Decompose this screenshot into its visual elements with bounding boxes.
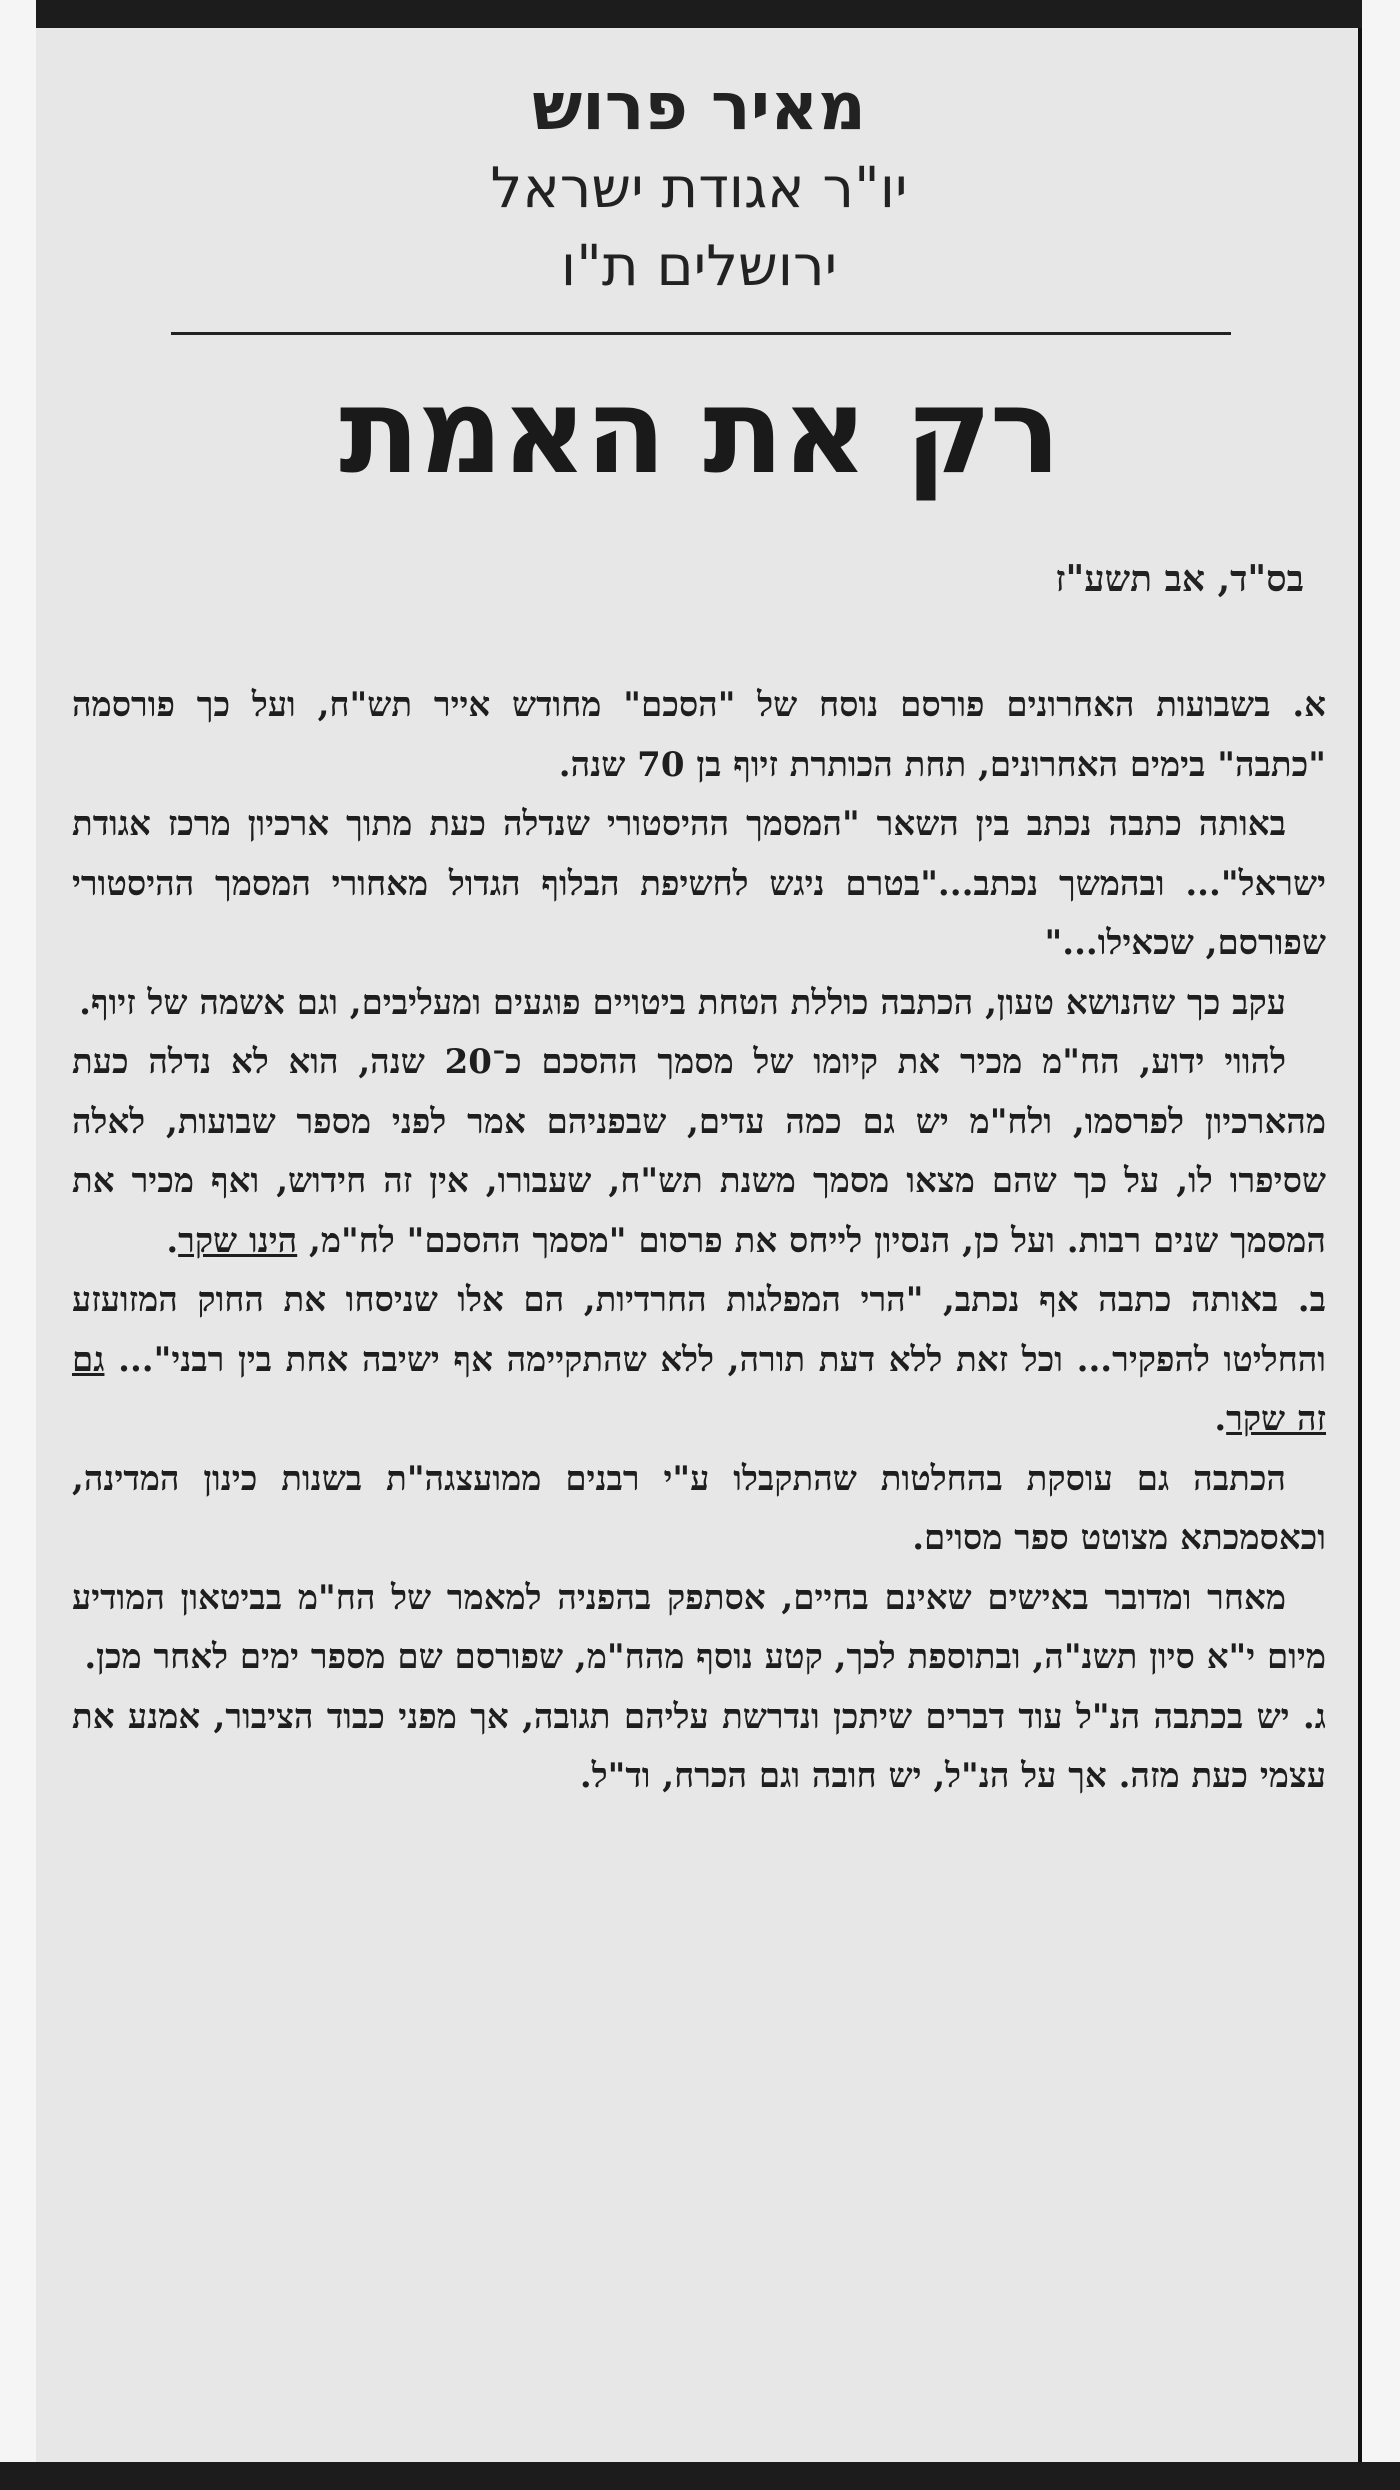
paragraph-tail: .	[1214, 1399, 1227, 1439]
paragraph-text: באותה כתבה נכתב בין השאר "המסמך ההיסטורי שנדלה כעת מתוך ארכיון מרכז אגודת ישראל"... ובהמשך נכתב..."בטרם ניגש לחשיפת הבלוף הגדול מאחורי המסמך ההיסטורי שפורסם, שכאילו..."	[72, 804, 1326, 963]
top-border	[0, 0, 1400, 28]
author-city: ירושלים ת"ו	[560, 234, 838, 299]
paragraph	[72, 1569, 1326, 1688]
paragraph	[72, 1271, 1326, 1450]
author-role: יו"ר אגודת ישראל	[490, 156, 908, 221]
author-name: מאיר פרוש	[532, 68, 866, 145]
paragraph-text: הכתבה גם עוסקת בהחלטות שהתקבלו ע"י רבנים ממועצגה"ת בשנות כינון המדינה, וכאסמכתא מצוטט ספר מסוים.	[72, 1458, 1326, 1558]
paragraph	[72, 1450, 1326, 1569]
paragraph	[72, 974, 1326, 1034]
paragraph	[72, 1688, 1326, 1807]
headline: רק את האמת	[339, 362, 1059, 500]
article-body	[72, 676, 1326, 1807]
ad-card	[36, 28, 1362, 2462]
paragraph-text: להווי ידוע, הח"מ מכיר את קיומו של מסמך ההסכם כ־20 שנה, הוא לא נדלה כעת מהארכיון לפרסמו, ולח"מ יש גם כמה עדים, שבפניהם אמר לפני מספר שבועות, לאלה שסיפרו לו, על כך שהם מצאו מסמך משנת תש"ח, שעבורו, אין זה חידוש, ואף מכיר את המסמך שנים רבות. ועל כן, הנסיון לייחס את פרסום "מסמך ההסכם" לח"מ,	[72, 1042, 1326, 1261]
paragraph	[72, 1033, 1326, 1271]
paragraph-text: מאחר ומדובר באישים שאינם בחיים, אסתפק בהפניה למאמר של הח"מ בביטאון המודיע מיום י"א סיון תשנ"ה, ובתוספת לכך, קטע נוסף מהח"מ, שפורסם שם מספר ימים לאחר מכן.	[72, 1577, 1326, 1677]
paragraph-text: ג. יש בכתבה הנ"ל עוד דברים שיתכן ונדרשת עליהם תגובה, אך מפני כבוד הציבור, אמנע את עצמי כעת מזה. אך על הנ"ל, יש חובה וגם הכרח, וד"ל.	[72, 1696, 1326, 1796]
emphasis-underlined: הינו שקר	[178, 1220, 298, 1261]
paragraph-text: ב. באותה כתבה אף נכתב, "הרי המפלגות החרדיות, הם אלו שניסחו את החוק המזועזע והחליטו להפקיר... וכל זאת ללא דעת תורה, ללא שהתקיימה אף ישיבה אחת בין רבני"...	[72, 1280, 1326, 1380]
paragraph-tail: .	[166, 1220, 179, 1261]
date-line: בס"ד, אב תשע"ז	[1055, 558, 1304, 600]
paragraph	[72, 795, 1326, 974]
paragraph	[72, 676, 1326, 795]
emphasis-underlined: גם זה שקר	[72, 1339, 1326, 1439]
paragraph-text: א. בשבועות האחרונים פורסם נוסח של "הסכם" מחודש אייר תש"ח, ועל כך פורסמה "כתבה" בימים האחרונים, תחת הכותרת זיוף בן 70 שנה.	[72, 685, 1326, 785]
paragraph-text: עקב כך שהנושא טעון, הכתבה כוללת הטחת ביטויים פוגעים ומעליבים, וגם אשמה של זיוף.	[79, 982, 1286, 1023]
bottom-border	[0, 2462, 1400, 2490]
header-divider	[171, 332, 1231, 335]
right-margin	[1362, 0, 1400, 2490]
left-margin	[0, 0, 36, 2490]
